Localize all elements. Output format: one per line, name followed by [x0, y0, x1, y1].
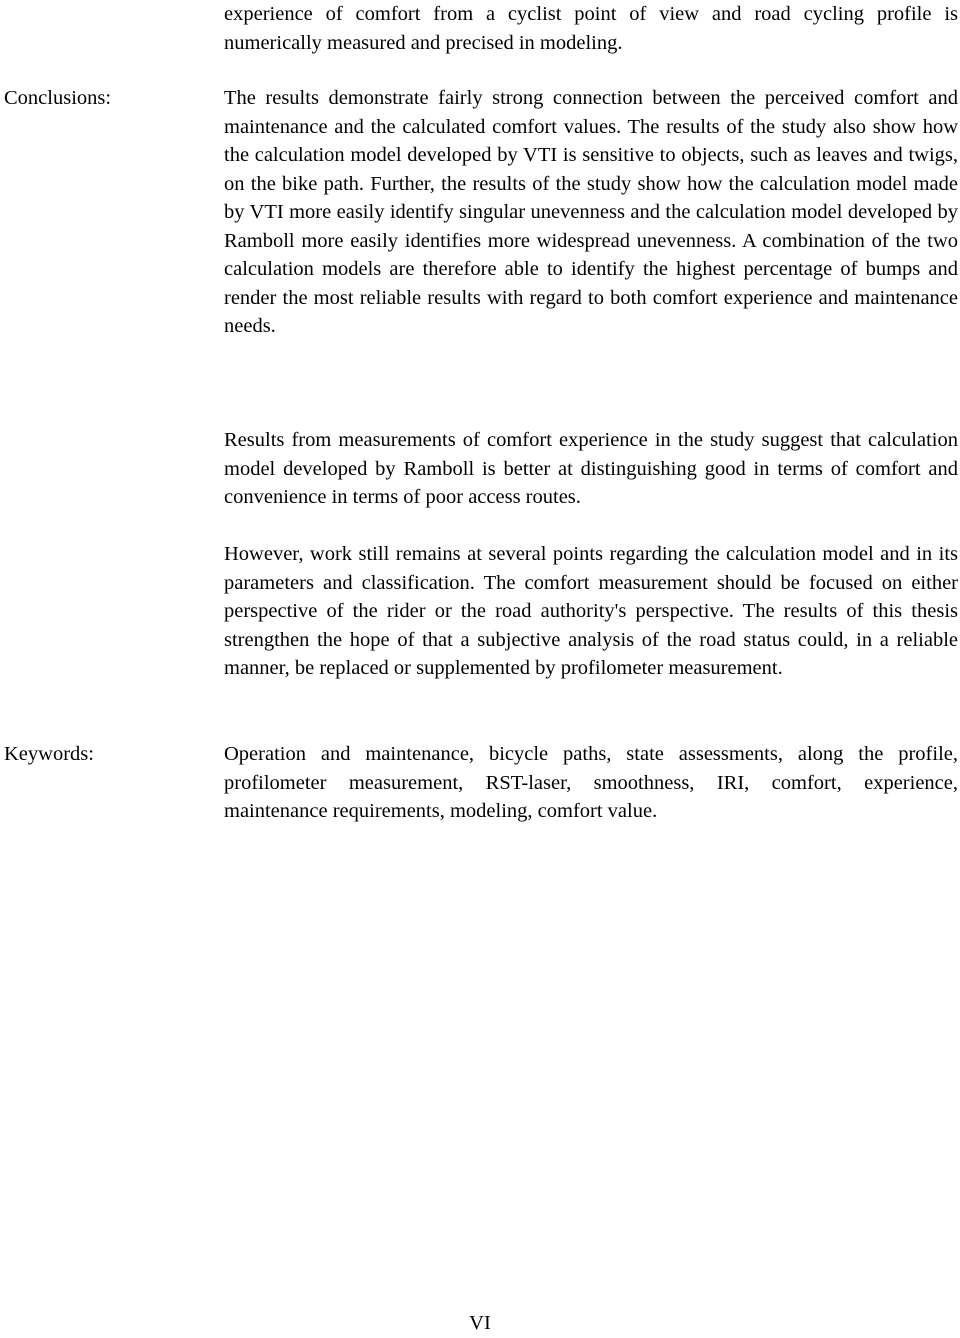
conclusions-paragraph-2: Results from measurements of comfort experience in the study suggest that calculation model developed by Ramboll is better at distinguishing good in terms of comfort and convenience in terms of poor access routes.: [224, 429, 958, 508]
page-number: VI: [469, 1312, 491, 1334]
conclusions-label: Conclusions:: [4, 87, 112, 109]
conclusions-paragraph-3: However, work still remains at several points regarding the calculation model and in its parameters and classification. The comfort measurement should be focused on either perspective of the rider or the road authority's perspective. The results of this thesis strengthen the hope of that a subjective analysis of the road status could, in a reliable manner, be replaced or supplemented by profilometer measurement.: [224, 543, 958, 679]
keywords-label: Keywords:: [4, 743, 94, 765]
intro-paragraph: experience of comfort from a cyclist point of view and road cycling profile is numerically measured and precised in modeling.: [224, 3, 958, 54]
keywords-text: Operation and maintenance, bicycle paths, state assessments, along the profile, profilometer measurement, RST-laser, smoothness, IRI, comfort, experience, maintenance requirements, modeling, comfort value.: [224, 743, 958, 822]
conclusions-paragraph-1: The results demonstrate fairly strong connection between the perceived comfort and maintenance and the calculated comfort values. The results of the study also show how the calculation model developed by VTI is sensitive to objects, such as leaves and twigs, on the bike path. Further, the results of the study show how the calculation model made by VTI more easily identify singular unevenness and the calculation model developed by Ramboll more easily identifies more widespread unevenness. A combination of the two calculation models are therefore able to identify the highest percentage of bumps and render the most reliable results with regard to both comfort experience and maintenance needs.: [224, 87, 958, 337]
